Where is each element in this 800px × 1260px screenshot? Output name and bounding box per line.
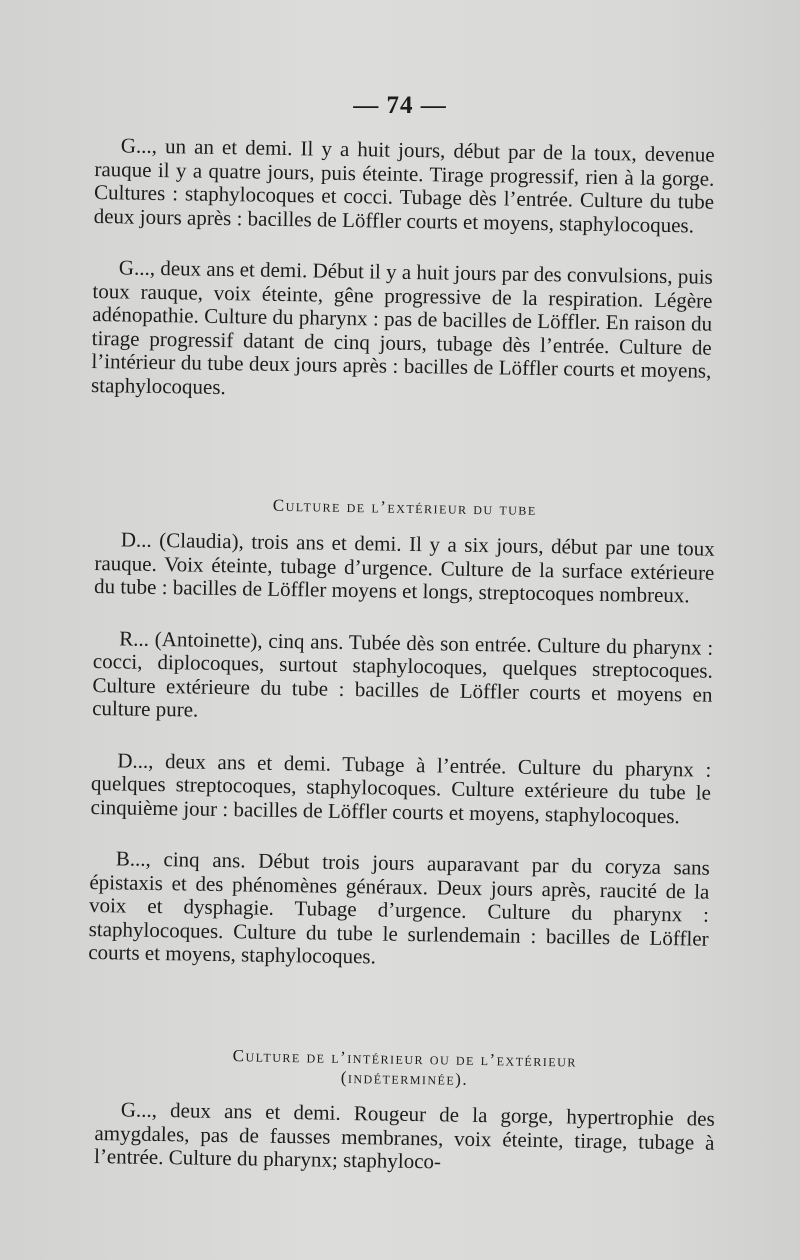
paragraph: G..., deux ans et demi. Rougeur de la gorge, hypertrophie des amygdales, pas de fausses membranes, voix éteinte, tirage, tubage à l’entrée. Culture du pharynx; staphyloco-: [93, 1097, 715, 1174]
section-3: [93, 1098, 714, 1206]
heading-text: Culture de l’extérieur du tube: [272, 495, 537, 519]
paragraph: B..., cinq ans. Début trois jours auparavant par du coryza sans épistaxis et des phénomènes généraux. Deux jours après, raucité de la voix et dysphagie. Tubage d’urgence. Culture du pharynx : staphylocoques. Culture du tube le surlendemain : bacilles de Löffler courts et moyens, staphylocoques.: [88, 846, 710, 969]
paragraph: G..., deux ans et demi. Début il y a huit jours par des convulsions, puis toux rauque, voix éteinte, gêne progressive de la respiration. Légère adénopathie. Culture du pharynx : pas de bacilles de Löffler. En raison du tirage progressif datant de cinq jours, tubage dès l’entrée. Culture de l’intérieur du tube deux jours après : bacilles de Löffler courts et moyens, staphylocoques.: [90, 255, 714, 399]
paragraph: G..., un an et demi. Il y a huit jours, début par de la toux, devenue rauque il y a quatre jours, puis éteinte. Tirage progressif, rien à la gorge. Cultures : staphylocoques et cocci. Tubage dès l’entrée. Culture du tube deux jours après : bacilles de Löffler courts et moyens, staphylocoques.: [93, 133, 715, 237]
section-heading-indetermined: [94, 1044, 715, 1094]
section-1: [90, 134, 714, 435]
section-2: [88, 528, 715, 1002]
heading-text-line1: Culture de l’intérieur ou de l’extérieur: [232, 1046, 577, 1071]
page-number: — 74 —: [353, 92, 447, 119]
paragraph: D... (Claudia), trois ans et demi. Il y a six jours, début par une toux rauque. Voix éteinte, tubage d’urgence. Culture de la surface extérieure du tube : bacilles de Löffler moyens et longs, streptocoques nombreux.: [93, 527, 715, 608]
section-heading-exterior: [95, 493, 715, 523]
paragraph: D..., deux ans et demi. Tubage à l’entrée. Culture du pharynx : quelques streptocoques, staphylocoques. Culture extérieure du tube le cinquième jour : bacilles de Löffler courts et moyens, staphylocoques.: [90, 747, 712, 828]
heading-text-line2: (indéterminée).: [340, 1067, 469, 1089]
paragraph: R... (Antoinette), cinq ans. Tubée dès son entrée. Culture du pharynx : cocci, diplocoques, surtout staphylocoques, quelques streptocoques. Culture extérieure du tube : bacilles de Löffler courts et moyens en culture pure.: [91, 625, 714, 722]
